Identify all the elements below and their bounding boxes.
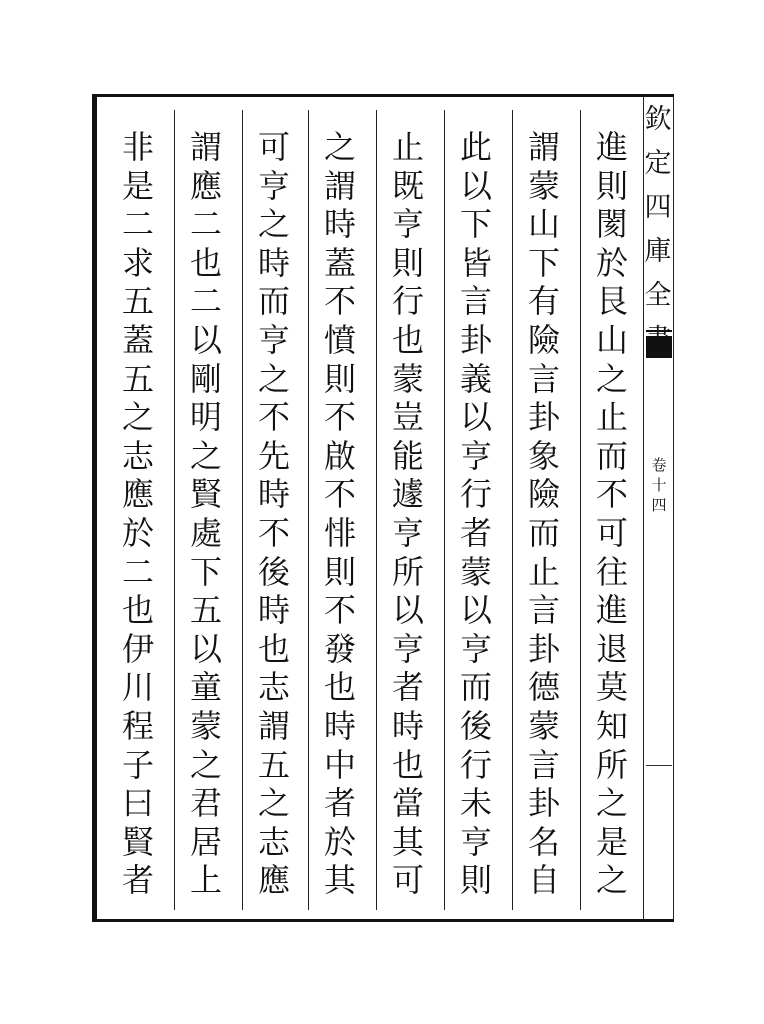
text-char: 以 (459, 398, 492, 437)
text-char: 志 (257, 822, 290, 861)
text-char: 則 (323, 552, 356, 591)
text-char: 之 (595, 784, 628, 823)
text-char: 蓋 (323, 243, 356, 282)
margin-juan-char: 四 (651, 496, 667, 514)
text-char: 言 (527, 359, 560, 398)
text-char: 遽 (391, 475, 424, 514)
text-char: 之 (121, 398, 154, 437)
margin-juan-label (646, 455, 672, 515)
text-char: 子 (121, 745, 154, 784)
column-rule (376, 110, 377, 910)
text-char: 能 (391, 436, 424, 475)
text-char: 亨 (391, 629, 424, 668)
text-char: 之 (323, 128, 356, 166)
margin-bottom-mark (646, 765, 672, 766)
text-char: 亨 (459, 629, 492, 668)
text-char: 蒙 (527, 706, 560, 745)
text-char: 謂 (527, 128, 560, 166)
text-char: 志 (257, 668, 290, 707)
text-char: 謂 (257, 706, 290, 745)
text-char: 蒙 (527, 166, 560, 205)
text-char: 以 (459, 166, 492, 205)
text-char: 皆 (459, 243, 492, 282)
text-char: 者 (121, 861, 154, 900)
text-char: 可 (595, 513, 628, 552)
text-char: 賢 (189, 475, 222, 514)
text-char: 莫 (595, 668, 628, 707)
text-char: 時 (257, 475, 290, 514)
text-char: 不 (257, 398, 290, 437)
text-char: 者 (459, 513, 492, 552)
text-char: 川 (121, 668, 154, 707)
text-char: 不 (323, 475, 356, 514)
text-char: 下 (527, 243, 560, 282)
text-char: 者 (323, 784, 356, 823)
column-rule (242, 110, 243, 910)
text-char: 時 (323, 205, 356, 244)
text-char: 亨 (459, 822, 492, 861)
text-char: 二 (121, 205, 154, 244)
margin-title-char: 四 (644, 192, 672, 223)
text-char: 山 (527, 205, 560, 244)
margin-title-char: 庫 (644, 236, 672, 267)
text-char: 止 (527, 552, 560, 591)
text-char: 閡 (595, 205, 628, 244)
text-char: 也 (391, 320, 424, 359)
text-char: 先 (257, 436, 290, 475)
text-char: 往 (595, 552, 628, 591)
fishtail-mark (646, 336, 672, 358)
text-char: 亨 (257, 320, 290, 359)
text-char: 自 (527, 861, 560, 900)
text-char: 有 (527, 282, 560, 321)
text-char: 之 (257, 359, 290, 398)
text-char: 後 (459, 706, 492, 745)
text-char: 時 (323, 706, 356, 745)
margin-juan-char: 卷 (651, 456, 667, 474)
text-char: 豈 (391, 398, 424, 437)
margin-juan-char: 十 (651, 476, 667, 494)
text-char: 悱 (323, 513, 356, 552)
text-char: 五 (121, 359, 154, 398)
text-column-1 (582, 128, 642, 918)
fishtail-line (646, 330, 672, 332)
text-char: 剛 (189, 359, 222, 398)
text-char: 此 (459, 128, 492, 166)
text-char: 則 (323, 359, 356, 398)
text-char: 不 (323, 398, 356, 437)
text-char: 五 (189, 591, 222, 630)
text-char: 則 (595, 166, 628, 205)
text-char: 非 (121, 128, 154, 166)
text-char: 而 (595, 436, 628, 475)
text-char: 蓋 (121, 320, 154, 359)
text-char: 卦 (527, 398, 560, 437)
text-char: 二 (189, 205, 222, 244)
text-char: 是 (595, 822, 628, 861)
text-char: 不 (595, 475, 628, 514)
column-rule (580, 110, 581, 910)
text-char: 居 (189, 822, 222, 861)
column-rule (174, 110, 175, 910)
text-char: 名 (527, 822, 560, 861)
text-char: 處 (189, 513, 222, 552)
text-char: 德 (527, 668, 560, 707)
text-char: 志 (121, 436, 154, 475)
column-rule (512, 110, 513, 910)
text-char: 五 (257, 745, 290, 784)
text-char: 亨 (459, 436, 492, 475)
text-char: 既 (391, 166, 424, 205)
text-char: 是 (121, 166, 154, 205)
text-char: 應 (121, 475, 154, 514)
text-char: 伊 (121, 629, 154, 668)
text-char: 程 (121, 706, 154, 745)
text-char: 知 (595, 706, 628, 745)
text-char: 卦 (527, 784, 560, 823)
text-char: 賢 (121, 822, 154, 861)
text-char: 進 (595, 591, 628, 630)
text-char: 艮 (595, 282, 628, 321)
text-char: 五 (121, 282, 154, 321)
text-char: 應 (257, 861, 290, 900)
text-char: 以 (459, 591, 492, 630)
text-char: 行 (459, 745, 492, 784)
text-char: 不 (323, 282, 356, 321)
text-char: 不 (323, 591, 356, 630)
text-char: 下 (459, 205, 492, 244)
text-char: 則 (459, 861, 492, 900)
text-char: 也 (189, 243, 222, 282)
text-char: 曰 (121, 784, 154, 823)
text-char: 亨 (391, 205, 424, 244)
text-char: 於 (595, 243, 628, 282)
text-column-7 (176, 128, 236, 918)
text-char: 之 (189, 745, 222, 784)
text-char: 險 (527, 320, 560, 359)
column-rule (444, 110, 445, 910)
text-column-2 (514, 128, 574, 918)
text-char: 進 (595, 128, 628, 166)
text-char: 險 (527, 475, 560, 514)
text-char: 言 (527, 745, 560, 784)
text-char: 其 (323, 861, 356, 900)
text-char: 行 (459, 475, 492, 514)
text-char: 時 (391, 706, 424, 745)
margin-title (643, 98, 673, 362)
text-char: 蒙 (391, 359, 424, 398)
text-char: 所 (595, 745, 628, 784)
text-char: 以 (189, 629, 222, 668)
text-char: 言 (459, 282, 492, 321)
text-char: 所 (391, 552, 424, 591)
text-char: 象 (527, 436, 560, 475)
text-char: 也 (121, 591, 154, 630)
text-char: 後 (257, 552, 290, 591)
text-char: 而 (459, 668, 492, 707)
text-char: 也 (323, 668, 356, 707)
text-char: 不 (257, 513, 290, 552)
text-char: 上 (189, 861, 222, 900)
text-char: 發 (323, 629, 356, 668)
text-char: 中 (323, 745, 356, 784)
text-char: 可 (257, 128, 290, 166)
text-char: 當 (391, 784, 424, 823)
text-char: 謂 (189, 128, 222, 166)
text-char: 以 (189, 320, 222, 359)
text-column-5 (310, 128, 370, 918)
text-char: 下 (189, 552, 222, 591)
text-char: 其 (391, 822, 424, 861)
text-char: 未 (459, 784, 492, 823)
text-char: 於 (121, 513, 154, 552)
text-column-4 (378, 128, 438, 918)
text-char: 亨 (391, 513, 424, 552)
text-char: 也 (257, 629, 290, 668)
text-column-3 (446, 128, 506, 918)
text-char: 之 (595, 861, 628, 900)
text-char: 童 (189, 668, 222, 707)
text-char: 於 (323, 822, 356, 861)
text-char: 時 (257, 591, 290, 630)
text-char: 明 (189, 398, 222, 437)
text-char: 二 (189, 282, 222, 321)
margin-title-char: 定 (644, 148, 672, 179)
text-column-8 (108, 128, 168, 918)
text-char: 以 (391, 591, 424, 630)
text-char: 二 (121, 552, 154, 591)
text-char: 蒙 (459, 552, 492, 591)
text-char: 言 (527, 591, 560, 630)
text-char: 求 (121, 243, 154, 282)
text-char: 應 (189, 166, 222, 205)
text-char: 之 (257, 205, 290, 244)
text-char: 者 (391, 668, 424, 707)
text-char: 憤 (323, 320, 356, 359)
text-column-6 (244, 128, 304, 918)
text-char: 而 (527, 513, 560, 552)
text-char: 之 (595, 359, 628, 398)
column-rule (308, 110, 309, 910)
text-char: 山 (595, 320, 628, 359)
text-char: 行 (391, 282, 424, 321)
text-char: 時 (257, 243, 290, 282)
text-char: 蒙 (189, 706, 222, 745)
text-char: 而 (257, 282, 290, 321)
text-char: 義 (459, 359, 492, 398)
text-char: 也 (391, 745, 424, 784)
text-char: 止 (595, 398, 628, 437)
text-char: 退 (595, 629, 628, 668)
margin-title-char: 全 (644, 280, 672, 311)
margin-title-char: 欽 (644, 104, 672, 135)
text-char: 謂 (323, 166, 356, 205)
text-char: 君 (189, 784, 222, 823)
text-char: 卦 (527, 629, 560, 668)
text-char: 之 (257, 784, 290, 823)
text-char: 止 (391, 128, 424, 166)
text-char: 卦 (459, 320, 492, 359)
text-char: 啟 (323, 436, 356, 475)
text-char: 亨 (257, 166, 290, 205)
text-char: 可 (391, 861, 424, 900)
text-char: 之 (189, 436, 222, 475)
text-char: 則 (391, 243, 424, 282)
